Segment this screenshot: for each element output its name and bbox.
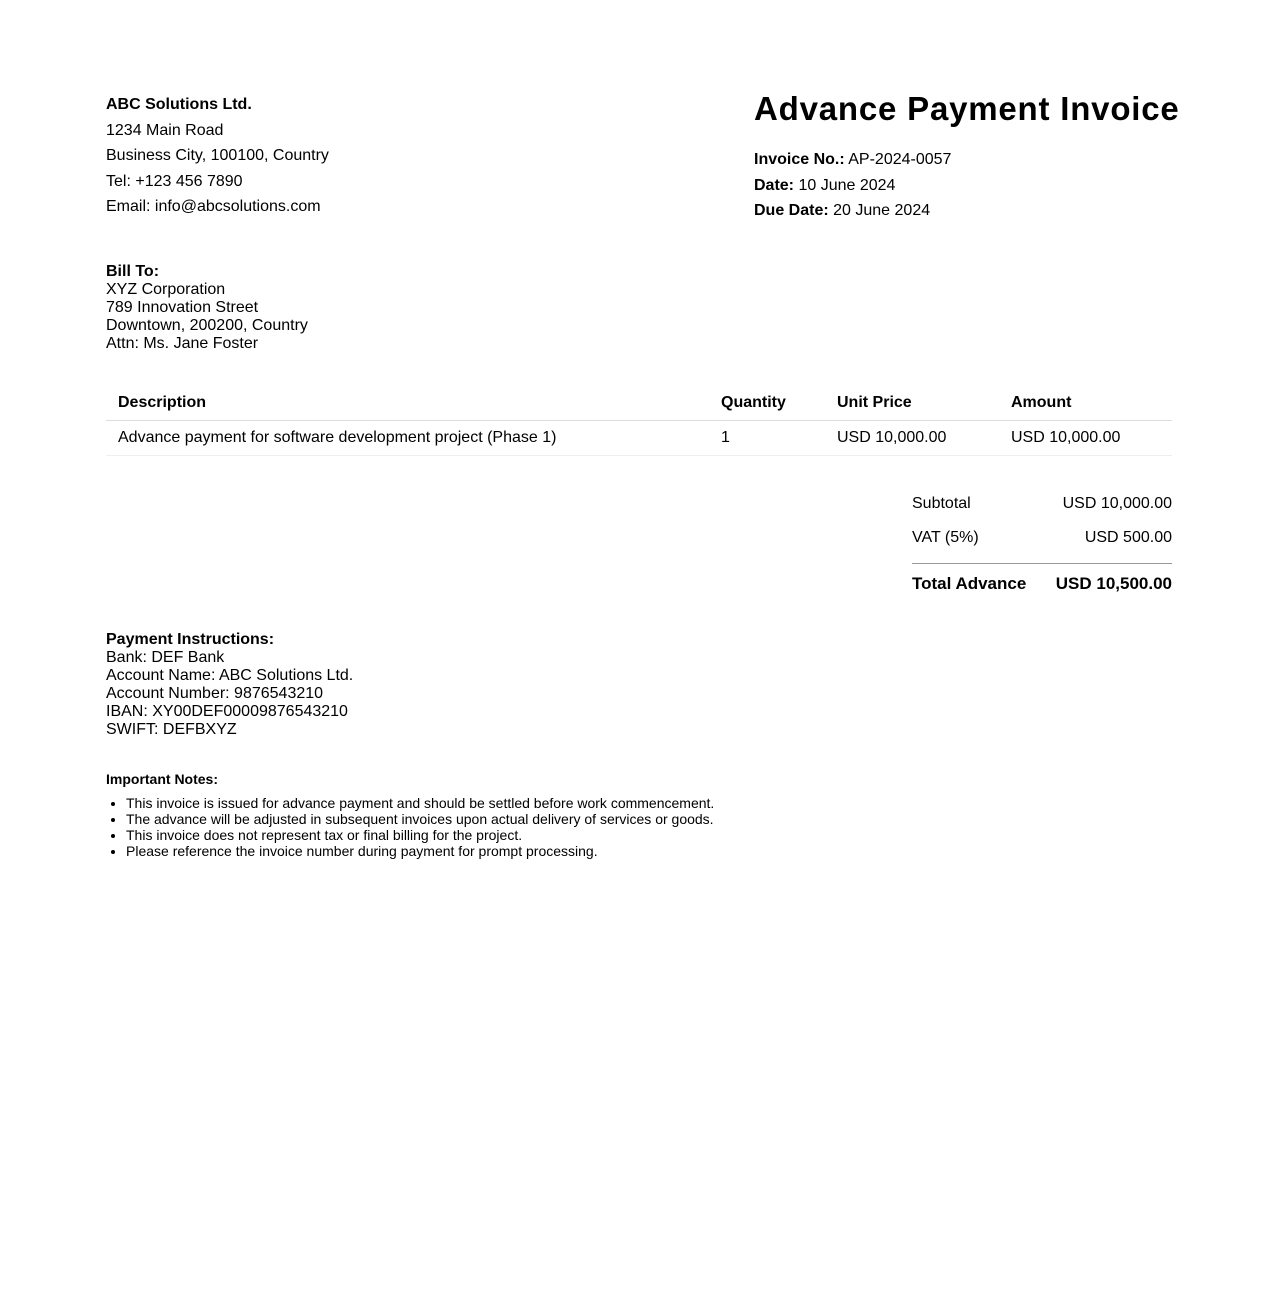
payment-account-number: Account Number: 9876543210 [106, 685, 324, 702]
payment-bank: Bank: DEF Bank [106, 649, 225, 666]
bill-to-company: XYZ Corporation [106, 281, 226, 298]
list-item: • Please reference the invoice number during payment for prompt processing. [126, 843, 714, 859]
vat-row [912, 521, 1172, 555]
list-item: • The advance will be adjusted in subsequent invoices upon actual delivery of services or goods. [126, 811, 714, 827]
payment-iban: IBAN: XY00DEF00009876543210 [106, 703, 348, 720]
column-header-quantity: Quantity [709, 385, 825, 421]
bill-to [106, 263, 308, 353]
invoice-number-row [754, 147, 1172, 173]
company-name: ABC Solutions Ltd. [106, 96, 252, 113]
invoice-meta [754, 147, 1172, 224]
payment-instructions [106, 631, 353, 739]
notes-heading: Important Notes: [106, 771, 218, 787]
invoice-number: AP-2024-0057 [848, 151, 952, 168]
line-items-table [106, 385, 1172, 456]
row-description: Advance payment for software development project (Phase 1) [106, 421, 709, 456]
payment-account-name: Account Name: ABC Solutions Ltd. [106, 667, 354, 684]
payment-heading: Payment Instructions: [106, 631, 275, 648]
row-unit-price: USD 10,000.00 [825, 421, 999, 456]
bill-to-street: 789 Innovation Street [106, 299, 259, 316]
vat-value: USD 500.00 [1084, 529, 1172, 546]
total-row [912, 563, 1172, 598]
invoice-title: Advance Payment Invoice [754, 90, 1180, 127]
invoice-number-label: Invoice No.: [754, 151, 845, 168]
company-address-line2: Business City, 100100, Country [106, 147, 329, 164]
invoice-header [754, 88, 1180, 224]
company-phone: Tel: +123 456 7890 [106, 172, 243, 190]
totals-summary [912, 487, 1172, 598]
invoice-date-label: Date: [754, 176, 795, 194]
company-address-line1: 1234 Main Road [106, 121, 224, 139]
list-item: • This invoice does not represent tax or final billing for the project. [126, 827, 714, 843]
bill-to-heading: Bill To: [106, 263, 160, 280]
subtotal-label: Subtotal [912, 495, 971, 512]
bill-to-attn: Attn: Ms. Jane Foster [106, 335, 259, 352]
company-info [106, 92, 329, 220]
table-row [106, 421, 1172, 456]
important-notes [106, 771, 714, 859]
row-amount: USD 10,000.00 [999, 421, 1172, 456]
table-header-row [106, 385, 1172, 421]
payment-swift: SWIFT: DEFBXYZ [106, 721, 237, 738]
subtotal-value: USD 10,000.00 [1062, 495, 1172, 512]
invoice-due-row [754, 198, 1172, 224]
total-value: USD 10,500.00 [1055, 574, 1172, 593]
list-item: • This invoice is issued for advance payment and should be settled before work commencement. [126, 795, 714, 811]
column-header-unit-price: Unit Price [825, 385, 999, 421]
subtotal-row [912, 487, 1172, 521]
column-header-amount: Amount [999, 385, 1172, 421]
invoice-date-row [754, 173, 1172, 199]
total-label: Total Advance [912, 574, 1027, 593]
invoice-due-label: Due Date: [754, 202, 829, 219]
invoice-date: 10 June 2024 [798, 176, 896, 194]
bill-to-city: Downtown, 200200, Country [106, 317, 308, 334]
vat-label: VAT (5%) [912, 529, 979, 546]
row-quantity: 1 [709, 421, 825, 456]
notes-list [106, 795, 714, 859]
column-header-description: Description [106, 385, 709, 421]
company-email: Email: info@abcsolutions.com [106, 198, 321, 215]
invoice-due-date: 20 June 2024 [833, 202, 931, 219]
